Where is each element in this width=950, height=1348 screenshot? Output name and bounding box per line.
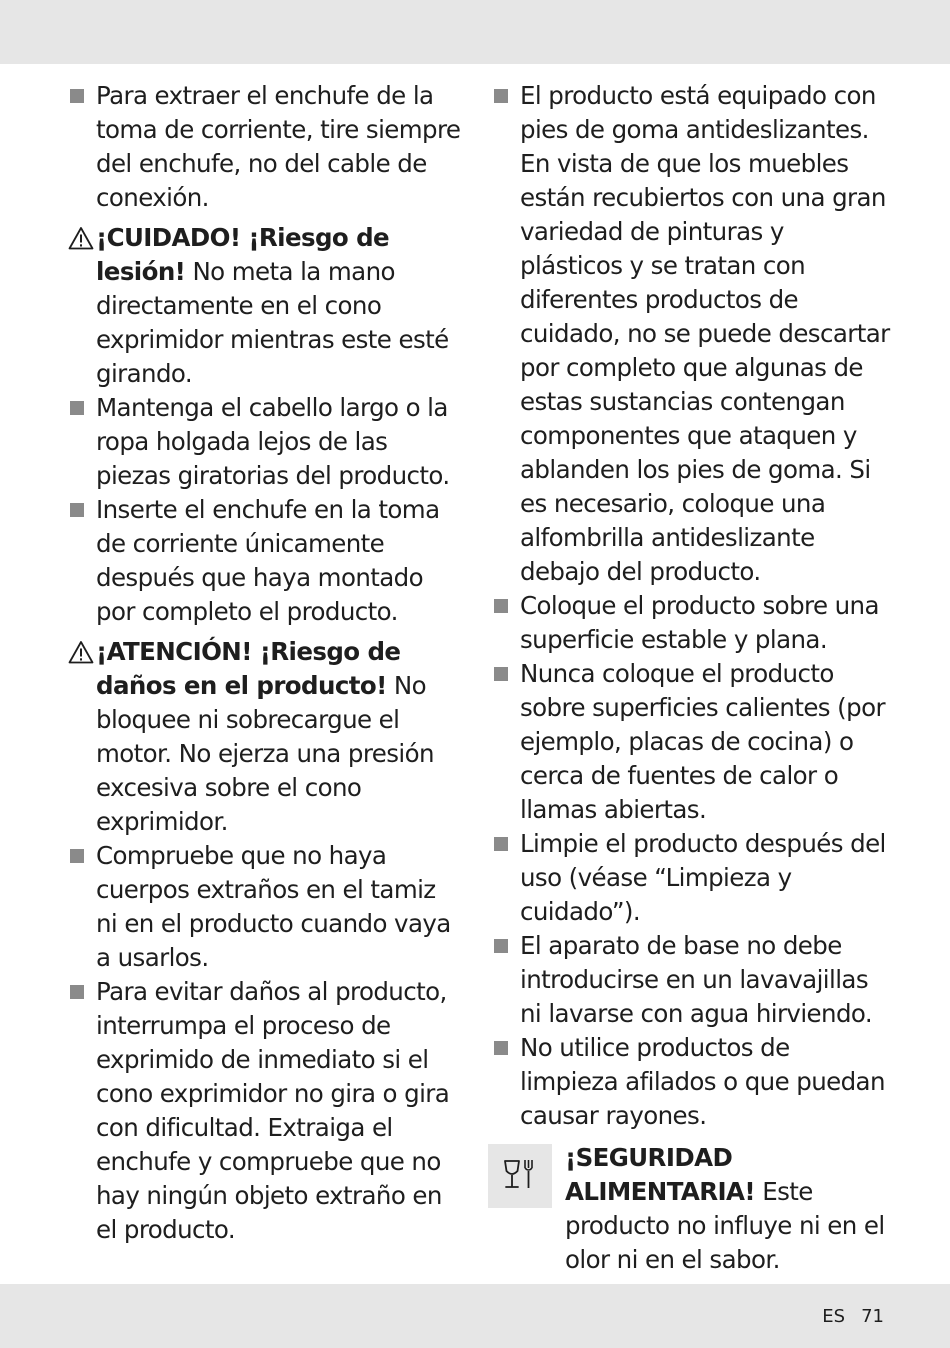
bullet-square-icon xyxy=(494,837,508,851)
left-column xyxy=(68,79,463,1247)
warning-heading: ¡ATENCIÓN! ¡Riesgo de daños en el producto! xyxy=(96,637,401,700)
bullet-square-icon xyxy=(494,939,508,953)
right-column xyxy=(492,79,892,1277)
bullet-square-icon xyxy=(70,985,84,999)
bullet-square-icon xyxy=(70,89,84,103)
bullet-square-icon xyxy=(494,599,508,613)
bullet-square-icon xyxy=(70,849,84,863)
food-safety-icon-box xyxy=(488,1144,552,1208)
item-text: Inserte el enchufe en la toma de corriente únicamente después que haya montado por completo el producto. xyxy=(96,495,440,626)
bullet-square-icon xyxy=(70,503,84,517)
warning-triangle-icon xyxy=(68,640,94,664)
warning-triangle-icon xyxy=(68,226,94,250)
list-item xyxy=(68,493,463,629)
item-text: Coloque el producto sobre una superficie estable y plana. xyxy=(520,591,879,654)
page-number: 71 xyxy=(861,1306,884,1327)
page-footer xyxy=(822,1306,884,1328)
item-text: Nunca coloque el producto sobre superficies calientes (por ejemplo, placas de cocina) o cerca de fuentes de calor o llamas abiertas. xyxy=(520,659,885,824)
item-text: Mantenga el cabello largo o la ropa holgada lejos de las piezas giratorias del producto. xyxy=(96,393,450,490)
food-safety-heading: ¡SEGURIDAD ALIMENTARIA! xyxy=(565,1143,755,1206)
glass-fork-icon xyxy=(488,1144,552,1208)
list-item xyxy=(68,839,463,975)
list-item xyxy=(492,929,892,1031)
list-item xyxy=(492,79,892,589)
item-text: No bloquee ni sobrecargue el motor. No ejerza una presión excesiva sobre el cono exprimidor. xyxy=(96,671,434,836)
list-item xyxy=(68,79,463,215)
item-text: Para extraer el enchufe de la toma de corriente, tire siempre del enchufe, no del cable de conexión. xyxy=(96,81,461,212)
list-item xyxy=(492,589,892,657)
footer-band xyxy=(0,1284,950,1348)
item-text: No meta la mano directamente en el cono exprimidor mientras este esté girando. xyxy=(96,257,449,388)
item-text: Limpie el producto después del uso (véase “Limpieza y cuidado”). xyxy=(520,829,886,926)
list-item xyxy=(492,827,892,929)
list-item xyxy=(492,1031,892,1133)
warning-heading: ¡CUIDADO! ¡Riesgo de lesión! xyxy=(96,223,390,286)
food-safety-text: Este producto no influye ni en el olor ni en el sabor. xyxy=(565,1177,885,1274)
bullet-square-icon xyxy=(70,401,84,415)
bullet-square-icon xyxy=(494,1041,508,1055)
item-text: El aparato de base no debe introducirse en un lavavajillas ni lavarse con agua hirviendo. xyxy=(520,931,873,1028)
list-item xyxy=(68,975,463,1247)
list-item xyxy=(492,657,892,827)
language-code: ES xyxy=(822,1306,846,1327)
item-text: Compruebe que no haya cuerpos extraños en el tamiz ni en el producto cuando vaya a usarlos. xyxy=(96,841,451,972)
warning-item xyxy=(68,221,463,391)
list-item xyxy=(68,391,463,493)
bullet-square-icon xyxy=(494,667,508,681)
item-text: El producto está equipado con pies de goma antideslizantes. En vista de que los muebles están recubiertos con una gran variedad de pinturas y plásticos y se tratan con diferentes productos de cuidado, no se puede descartar por completo que algunas de estas sustancias contengan componentes que ataquen y ablanden los pies de goma. Si es necesario, coloque una alfombrilla antideslizante debajo del producto. xyxy=(520,81,890,586)
bullet-square-icon xyxy=(494,89,508,103)
item-text: No utilice productos de limpieza afilados o que puedan causar rayones. xyxy=(520,1033,885,1130)
warning-item xyxy=(68,635,463,839)
header-band xyxy=(0,0,950,64)
food-safety-note xyxy=(492,1141,892,1277)
item-text: Para evitar daños al producto, interrumpa el proceso de exprimido de inmediato si el cono exprimidor no gira o gira con dificultad. Extraiga el enchufe y compruebe que no hay ningún objeto extraño en el producto. xyxy=(96,977,450,1244)
